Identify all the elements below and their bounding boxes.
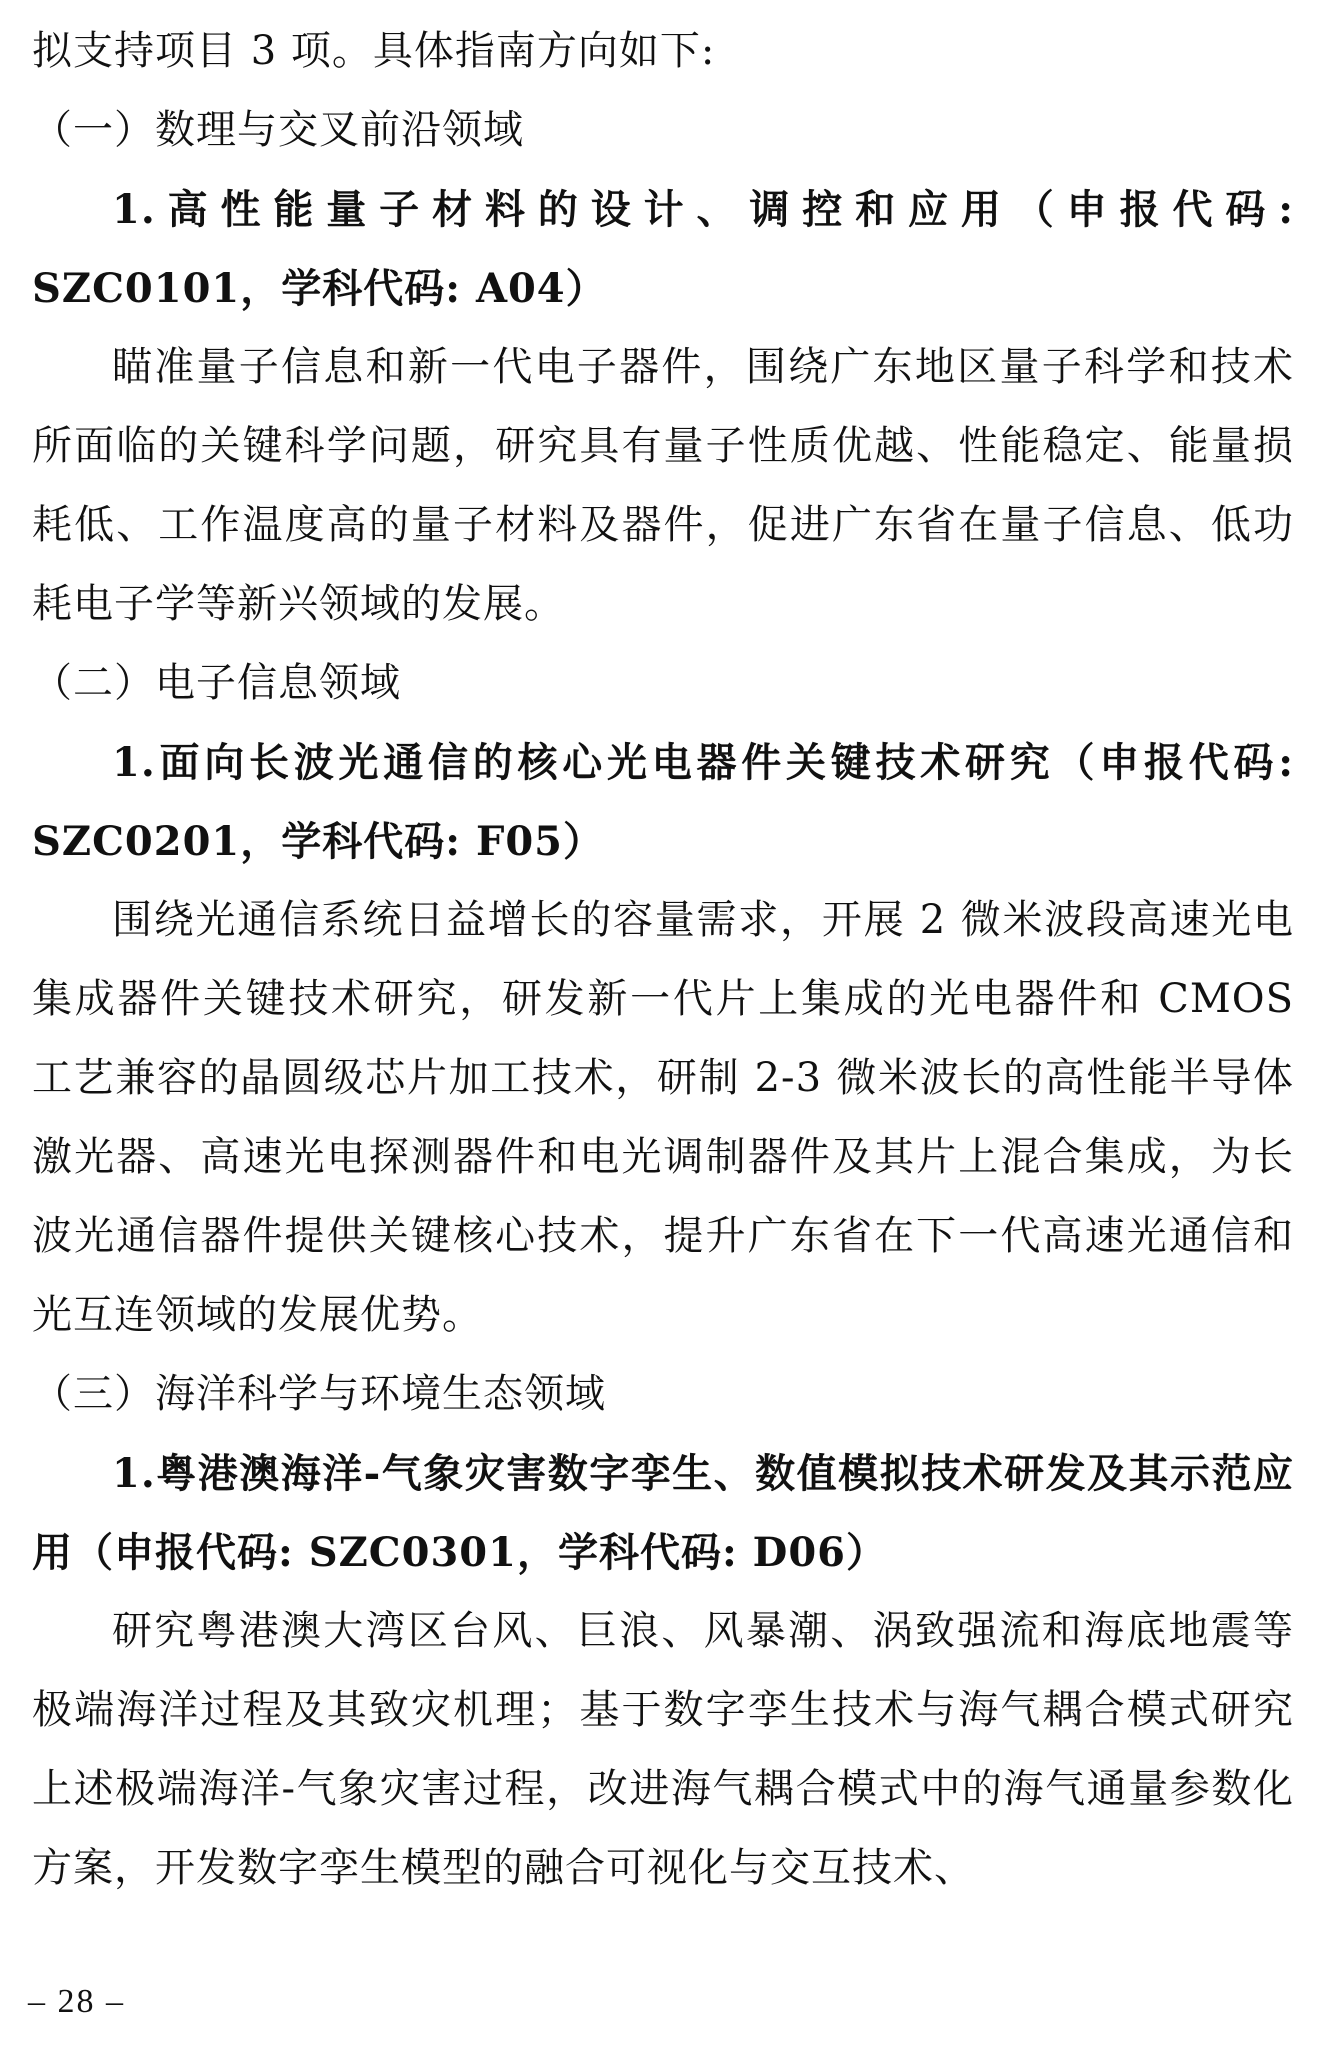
section-heading-1: （一）数理与交叉前沿领域 bbox=[32, 107, 524, 153]
section-heading-3: （三）海洋科学与环境生态领域 bbox=[32, 1371, 606, 1417]
intro-paragraph: 拟支持项目 3 项。具体指南方向如下: bbox=[32, 28, 716, 74]
body-paragraph-2: 围绕光通信系统日益增长的容量需求，开展 2 微米波段高速光电集成器件关键技术研究，研发新一代片上集成的光电器件和 CMOS 工艺兼容的晶圆级芯片加工技术，研制 2-3 微米波长的高性能半导体激光器、高速光电探测器件和电光调制器件及其片上混合集成，为长波光通信器件提供关键核心技术，提升广东省在下一代高速光通信和光互连领域的发展优势。 bbox=[32, 897, 1294, 1338]
document-body bbox=[32, 12, 1294, 1908]
body-paragraph-1: 瞄准量子信息和新一代电子器件，围绕广东地区量子科学和技术所面临的关键科学问题，研究具有量子性质优越、性能稳定、能量损耗低、工作温度高的量子材料及器件，促进广东省在量子信息、低功耗电子学等新兴领域的发展。 bbox=[32, 344, 1294, 627]
body-paragraph-3: 研究粤港澳大湾区台风、巨浪、风暴潮、涡致强流和海底地震等极端海洋过程及其致灾机理；基于数字孪生技术与海气耦合模式研究上述极端海洋-气象灾害过程，改进海气耦合模式中的海气通量参数化方案，开发数字孪生模型的融合可视化与交互技术、 bbox=[32, 1608, 1294, 1891]
page-number: – 28 – bbox=[28, 1983, 125, 2020]
item-title-2: 1.面向长波光通信的核心光电器件关键技术研究（申报代码: SZC0201，学科代码: F05） bbox=[32, 739, 1294, 865]
item-title-3: 1.粤港澳海洋-气象灾害数字孪生、数值模拟技术研发及其示范应用（申报代码: SZC0301，学科代码: D06） bbox=[32, 1450, 1294, 1576]
section-heading-2: （二）电子信息领域 bbox=[32, 660, 401, 706]
item-title-1: 1.高性能量子材料的设计、调控和应用（申报代码: SZC0101，学科代码: A04） bbox=[32, 186, 1294, 312]
